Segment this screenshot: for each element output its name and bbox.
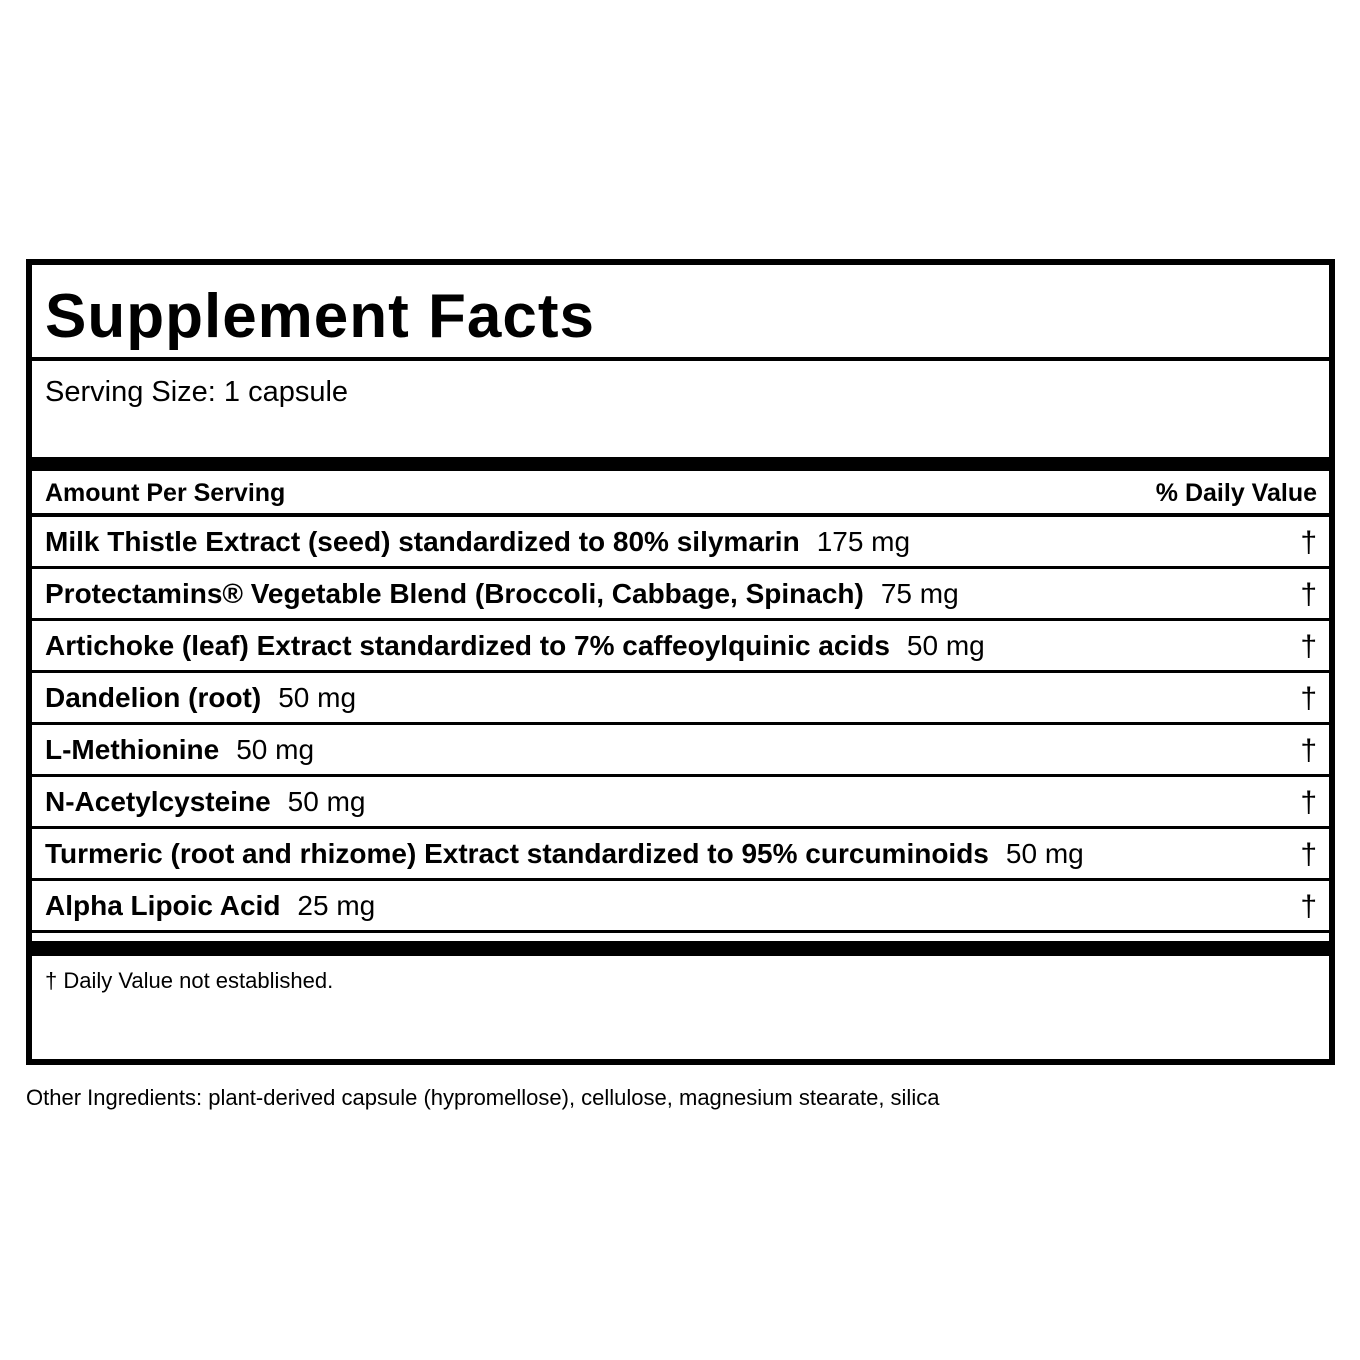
amount-per-serving-header: Amount Per Serving: [45, 479, 286, 507]
daily-value-mark: †: [1300, 734, 1317, 767]
spacer-row: [32, 933, 1329, 944]
ingredient-list: [32, 517, 1329, 933]
table-row: [32, 673, 1329, 725]
daily-value-footnote: † Daily Value not established.: [45, 968, 334, 993]
daily-value-mark: †: [1300, 630, 1317, 663]
column-header-row: [32, 471, 1329, 517]
table-row: [32, 517, 1329, 569]
ingredient-amount: 50 mg: [287, 786, 366, 817]
serving-row: [32, 361, 1329, 457]
daily-value-mark: †: [1300, 526, 1317, 559]
ingredient-amount: 50 mg: [1005, 838, 1084, 869]
ingredient-amount: 50 mg: [906, 630, 985, 661]
ingredient-name: Dandelion (root): [45, 682, 262, 713]
ingredient-name: Turmeric (root and rhizome) Extract standardized to 95% curcuminoids: [45, 838, 989, 869]
ingredient-name: Alpha Lipoic Acid: [45, 890, 281, 921]
daily-value-mark: †: [1300, 682, 1317, 715]
table-row: [32, 777, 1329, 829]
daily-value-mark: †: [1300, 838, 1317, 871]
ingredient-amount: 25 mg: [297, 890, 376, 921]
table-row: [32, 881, 1329, 933]
thick-divider-bottom: [32, 944, 1329, 956]
title-row: [32, 265, 1329, 361]
table-row: [32, 621, 1329, 673]
ingredient-amount: 50 mg: [236, 734, 315, 765]
ingredient-name: L-Methionine: [45, 734, 220, 765]
daily-value-header: % Daily Value: [1155, 479, 1317, 507]
ingredient-amount: 75 mg: [880, 578, 959, 609]
panel-title: Supplement Facts: [45, 282, 595, 351]
ingredient-name: Protectamins® Vegetable Blend (Broccoli, Cabbage, Spinach): [45, 578, 864, 609]
daily-value-mark: †: [1300, 578, 1317, 611]
daily-value-mark: †: [1300, 786, 1317, 819]
ingredient-amount: 50 mg: [278, 682, 357, 713]
footnote-row: [32, 956, 1329, 1046]
table-row: [32, 569, 1329, 621]
ingredient-name: Milk Thistle Extract (seed) standardized to 80% silymarin: [45, 526, 800, 557]
ingredient-amount: 175 mg: [816, 526, 911, 557]
table-row: [32, 725, 1329, 777]
thick-divider: [32, 457, 1329, 471]
table-row: [32, 829, 1329, 881]
supplement-facts-panel: [26, 259, 1335, 1065]
ingredient-name: Artichoke (leaf) Extract standardized to 7% caffeoylquinic acids: [45, 630, 890, 661]
other-ingredients: Other Ingredients: plant-derived capsule (hypromellose), cellulose, magnesium stearate, silica: [26, 1085, 940, 1110]
ingredient-name: N-Acetylcysteine: [45, 786, 271, 817]
daily-value-mark: †: [1300, 890, 1317, 923]
serving-size: Serving Size: 1 capsule: [45, 376, 349, 408]
